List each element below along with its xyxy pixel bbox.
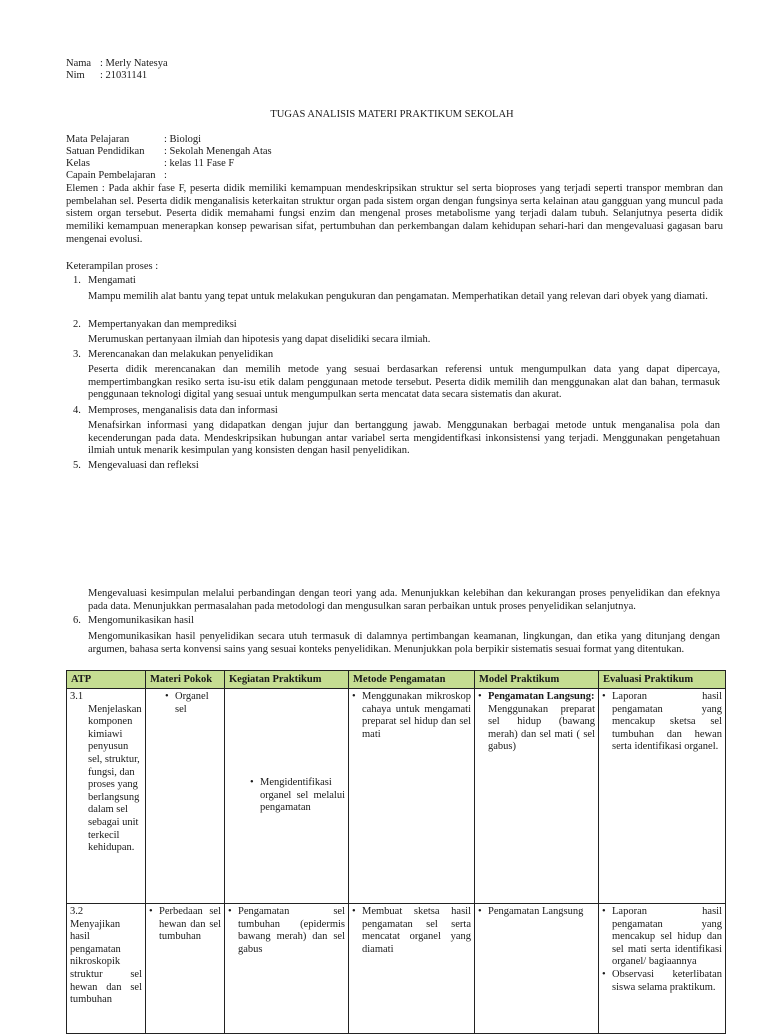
kegiatan-item: • Mengidentifikasi organel sel melalui pengamatan [260,777,345,815]
metode-item: • Menggunakan mikroskop cahaya untuk mengamati preparat sel hidup dan sel mati [362,691,471,741]
skill-3-title: Merencanakan dan melakukan penyelidikan [88,349,274,360]
skill-6-number: 6. [73,615,81,626]
materi-item: • Perbedaan sel hewan dan sel tumbuhan [159,906,221,944]
kelas-value: : kelas 11 Fase F [164,158,235,169]
atp-cell [67,689,146,904]
evaluasi-item: • Observasi keterlibatan siswa selama praktikum. [612,969,722,994]
evaluasi-item: • Laporan hasil pengamatan yang mencakup sel hidup dan sel mati serta identifikasi organel/ bagiaannya [612,906,722,969]
header-materi-pokok: Materi Pokok [146,671,225,689]
model-title: Pengamatan Langsung: [488,691,595,702]
satuan-value: : Sekolah Menengah Atas [164,146,272,157]
skill-3-description: Peserta didik merencanakan dan memilih metode yang sesuai berdasarkan referensi untuk mengumpulkan data yang dapat dipercaya, mempertimbangkan resiko serta isu-isu etik dalam penggunaan metode tersebut. Peserta didik memilih dan menggunakan alat dan bahan, termasuk penggunaan teknologi digital yang sesuai untuk mengumpulkan serta mencatat data secara sistematis dan akurat. [88,364,720,401]
evaluasi-cell [599,904,726,1034]
atp-number: 3.2 [70,906,84,917]
nim-value: : 21031141 [100,70,148,81]
model-text: Menggunakan preparat sel hidup (bawang merah) dan sel mati ( sel gabus) [488,703,595,753]
skill-2-description: Merumuskan pertanyaan ilmiah dan hipotesis yang dapat diselidiki secara ilmiah. [88,334,431,345]
header-atp: ATP [67,671,146,689]
atp-number: 3.1 [70,691,84,702]
header-metode-pengamatan: Metode Pengamatan [349,671,475,689]
skill-5-title: Mengevaluasi dan refleksi [88,460,199,471]
table-row [67,904,726,1034]
model-cell [475,689,599,904]
kegiatan-cell [225,689,349,904]
skill-6-title: Mengomunikasikan hasil [88,615,194,626]
atp-text: Menjelaskan komponen kimiawi penyusun sel, struktur, fungsi, dan proses yang berlangsung dalam sel sebagai unit terkecil kehidupan. [88,703,142,854]
table-row [67,689,726,904]
skill-4-title: Memproses, menganalisis data dan informasi [88,405,278,416]
skill-3-number: 3. [73,349,81,360]
header-kegiatan-praktikum: Kegiatan Praktikum [225,671,349,689]
nama-label: Nama [66,58,92,69]
satuan-label: Satuan Pendidikan [66,146,145,157]
meta-block [66,134,272,182]
kegiatan-item: • Pengamatan sel tumbuhan (epidermis bawang merah) dan sel gabus [238,906,345,956]
metode-cell [349,904,475,1034]
model-item: • Pengamatan Langsung [488,906,595,919]
evaluasi-cell [599,689,726,904]
metode-cell [349,689,475,904]
skill-6-description: Mengomunikasikan hasil penyelidikan secara utuh termasuk di dalamnya pertimbangan keamanan, lingkungan, dan etika yang ditunjang dengan argumen, bahasa serta konvensi sains yang sesuai konteks penyelidikan. Menunjukkan pola berpikir sistematis sesuai format yang ditentukan. [88,631,720,655]
skill-5-description: Mengevaluasi kesimpulan melalui perbandingan dengan teori yang ada. Menunjukkan kelebihan dan kekurangan proses penyelidikan dan efeknya pada data. Menunjukkan permasalahan pada metodologi dan mengusulkan saran perbaikan untuk proses penyelidikan selanjutnya. [88,588,720,612]
metode-item: • Membuat sketsa hasil pengamatan sel serta mencatat organel yang diamati [362,906,471,956]
skill-2-number: 2. [73,319,81,330]
skill-2-title: Mempertanyakan dan memprediksi [88,319,237,330]
skill-4-number: 4. [73,405,81,416]
nim-label: Nim [66,70,85,81]
materi-cell [146,689,225,904]
document-title: TUGAS ANALISIS MATERI PRAKTIKUM SEKOLAH [270,109,514,120]
model-cell [475,904,599,1034]
mapel-label: Mata Pelajaran [66,134,130,145]
kegiatan-cell [225,904,349,1034]
skill-4-description: Menafsirkan informasi yang didapatkan dengan jujur dan bertanggung jawab. Menggunakan berbagai metode untuk menganalisa pola dan kecenderungan pada data. Mendeskripsikan hubungan antar variabel serta mengidentifkasi inkonsistensi yang terjadi. Menggunakan pengetahuan ilmiah untuk menarik kesimpulan yang konsisten dengan hasil penyelidikan. [88,420,720,457]
identity-block [66,58,168,82]
elemen-paragraph: Elemen : Pada akhir fase F, peserta didik memiliki kemampuan mendeskripsikan struktur sel serta bioproses yang terjadi seperti transpor membran dan pembelahan sel. Peserta didik menganalisis keterkaitan struktur organ pada sistem organ dengan fungsinya serta kelainan atau gangguan yang muncul pada sistem organ tersebut. Peserta didik memahami fungsi enzim dan mengenal proses metabolisme yang terjadi dalam tubuh. Selanjutnya peserta didik memiliki kemampuan menerapkan konsep pewarisan sifat, pertumbuhan dan perkembangan dalam kehidupan sehari-hari dan mengevaluasi gagasan baru mengenai evolusi. [66,183,723,245]
materi-cell [146,904,225,1034]
skill-1-number: 1. [73,275,81,286]
skill-5-number: 5. [73,460,81,471]
praktikum-table [66,670,726,1034]
atp-text: Menyajikan hasil pengamatan nikroskopik struktur sel hewan dan sel tumbuhan [70,918,142,1006]
skill-1-description: Mampu memilih alat bantu yang tepat untuk melakukan pengukuran dan pengamatan. Memperhatikan detail yang relevan dari obyek yang diamati. [88,291,708,302]
nama-value: : Merly Natesya [100,58,168,69]
table-header-row [67,671,726,689]
skill-1-title: Mengamati [88,275,136,286]
capaian-value: : [164,170,167,181]
kelas-label: Kelas [66,158,90,169]
atp-cell [67,904,146,1034]
mapel-value: : Biologi [164,134,202,145]
keterampilan-label: Keterampilan proses : [66,261,159,272]
evaluasi-item: • Laporan hasil pengamatan yang mencakup sketsa sel tumbuhan dan hewan serta identifikasi organel. [612,691,722,754]
capaian-label: Capain Pembelajaran [66,170,156,181]
materi-item: • Organel sel [175,691,221,716]
header-evaluasi-praktikum: Evaluasi Praktikum [599,671,726,689]
header-model-praktikum: Model Praktikum [475,671,599,689]
